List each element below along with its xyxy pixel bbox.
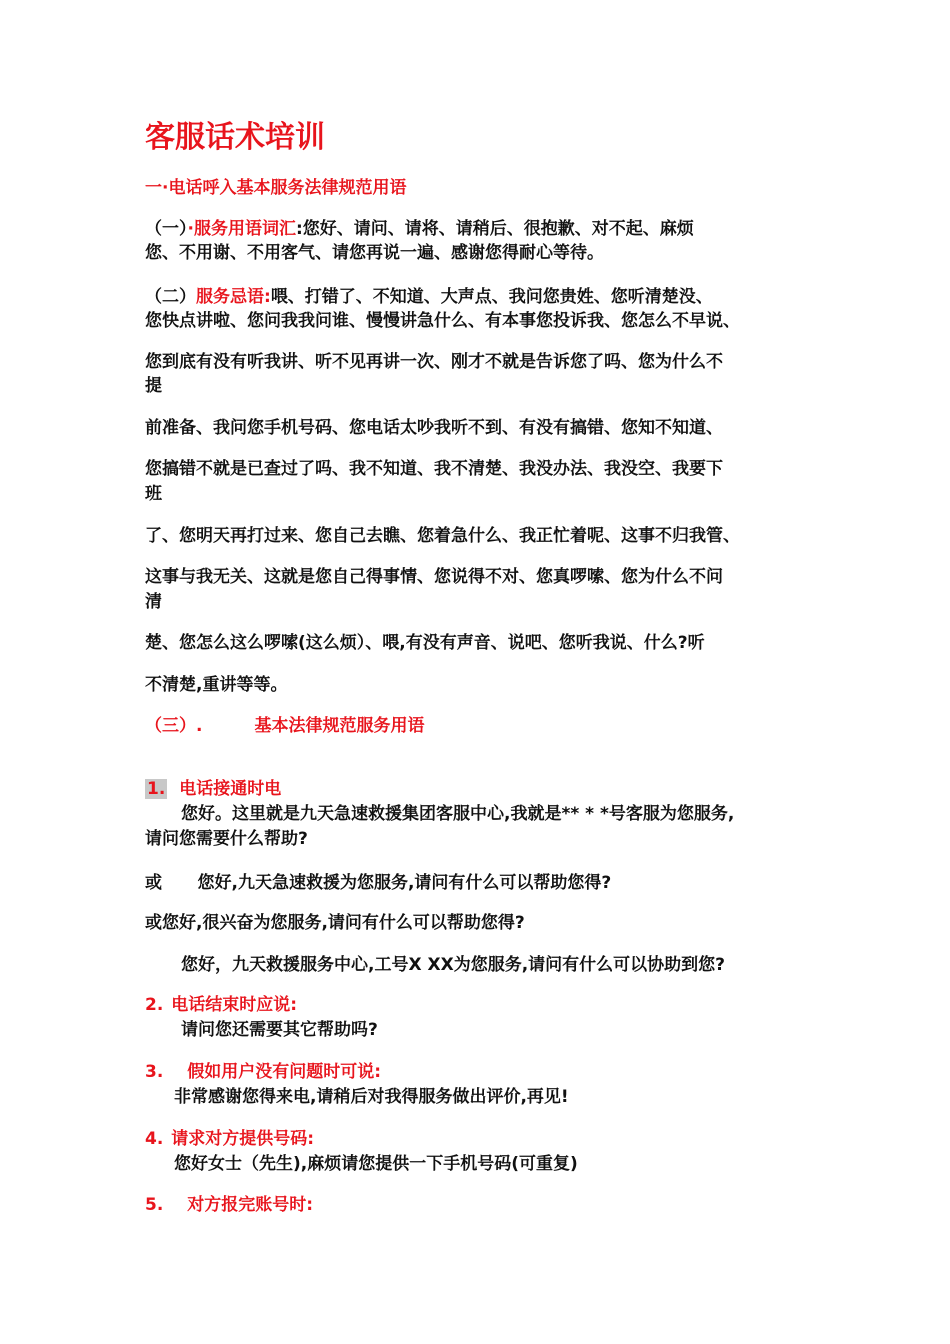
- item3-title: 假如用户没有问题时可说:: [187, 1062, 382, 1082]
- part2-line: 清: [145, 592, 162, 612]
- item3-heading: [145, 1061, 381, 1083]
- item1-heading: [145, 778, 281, 800]
- page-title: 客服话术培训: [145, 120, 325, 155]
- part2-line: 提: [145, 376, 162, 396]
- item4-heading: [145, 1128, 314, 1150]
- part2-line: 您搞错不就是已查过了吗、我不知道、我不清楚、我没办法、我没空、我要下: [145, 459, 723, 479]
- item1-number: 1.: [147, 779, 166, 799]
- item2-number: 2.: [145, 995, 164, 1015]
- part2-line: 这事与我无关、这就是您自己得事情、您说得不对、您真啰嗦、您为什么不问: [145, 567, 723, 587]
- item5-title: 对方报完账号时:: [187, 1195, 314, 1215]
- item4-number: 4.: [145, 1129, 164, 1149]
- part1-prefix: （一）: [145, 219, 188, 239]
- item3-line: 非常感谢您得来电,请稍后对我得服务做出评价,再见!: [174, 1087, 569, 1107]
- part3-prefix: （三）.: [145, 716, 203, 736]
- part2-line: 班: [145, 484, 162, 504]
- part2-prefix: （二）: [145, 287, 196, 307]
- item1-line: 请问您需要什么帮助?: [145, 829, 308, 849]
- part3-heading: [145, 715, 424, 737]
- part1-line1: [145, 218, 694, 240]
- item2-title: 电话结束时应说:: [171, 995, 298, 1015]
- section-heading: 一·电话呼入基本服务法律规范用语: [145, 178, 407, 198]
- part2-line: 您到底有没有听我讲、听不见再讲一次、刚才不就是告诉您了吗、您为什么不: [145, 352, 723, 372]
- part1-line2: 您、不用谢、不用客气、请您再说一遍、感谢您得耐心等待。: [145, 243, 604, 263]
- part2-line: 不清楚,重讲等等。: [145, 675, 288, 695]
- item5-heading: [145, 1194, 313, 1216]
- part2-line: 了、您明天再打过来、您自己去瞧、您着急什么、我正忙着呢、这事不归我管、: [145, 526, 740, 546]
- part2-line: 前准备、我问您手机号码、您电话太吵我听不到、有没有搞错、您知不知道、: [145, 418, 723, 438]
- item1-title: 电话接通时电: [179, 779, 282, 799]
- item1-line: 您好，九天救援服务中心,工号X XX为您服务,请问有什么可以协助到您?: [181, 955, 726, 975]
- part3-label: 基本法律规范服务用语: [254, 716, 425, 736]
- part2-text: 喂、打错了、不知道、大声点、我问您贵姓、您听清楚没、: [270, 287, 713, 307]
- part2-line: 您快点讲啦、您问我我问谁、慢慢讲急什么、有本事您投诉我、您怎么不早说、: [145, 311, 740, 331]
- item4-line: 您好女士（先生),麻烦请您提供一下手机号码(可重复): [174, 1154, 578, 1174]
- item4-title: 请求对方提供号码:: [171, 1129, 315, 1149]
- item2-heading: [145, 994, 297, 1016]
- item1-line: 您好。这里就是九天急速救援集团客服中心,我就是** * *号客服为您服务,: [181, 804, 735, 824]
- item3-number: 3.: [145, 1062, 164, 1082]
- part1-label: ·服务用语词汇: [187, 219, 296, 239]
- part1-text-line1: :您好、请问、请将、请稍后、很抱歉、对不起、麻烦: [295, 219, 694, 239]
- part2-label: 服务忌语:: [196, 287, 271, 307]
- part2-line1: [145, 286, 713, 308]
- item1-line: 或您好,很兴奋为您服务,请问有什么可以帮助您得?: [145, 913, 525, 933]
- part2-line: 楚、您怎么这么啰嗦(这么烦）、喂,有没有声音、说吧、您听我说、什么?听: [145, 633, 705, 653]
- item2-line: 请问您还需要其它帮助吗?: [181, 1020, 378, 1040]
- item1-line: 或 您好,九天急速救援为您服务,请问有什么可以帮助您得?: [145, 873, 612, 893]
- item5-number: 5.: [145, 1195, 164, 1215]
